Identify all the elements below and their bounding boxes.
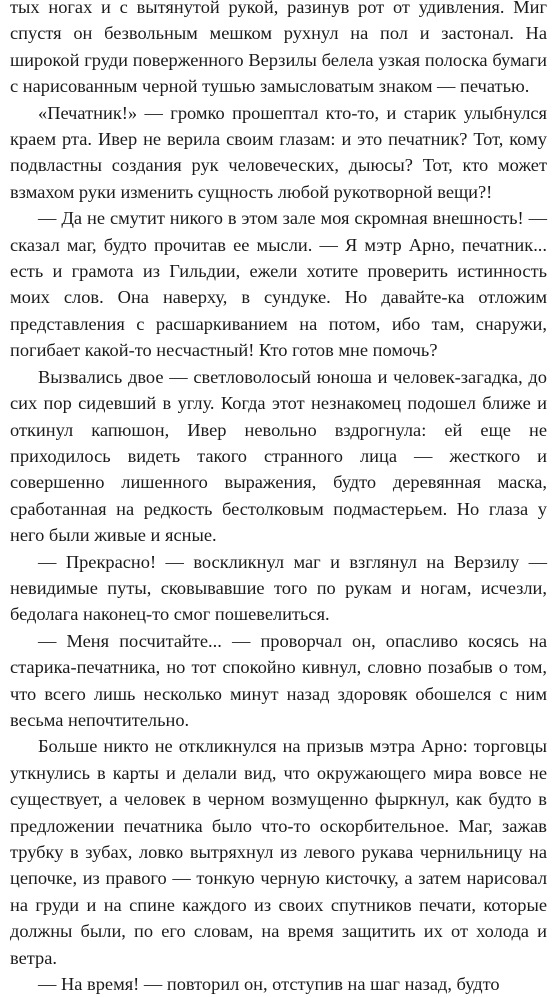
paragraph: Вызвались двое — светловолосый юноша и человек-загадка, до сих пор сидевший в углу. Когда этот незнакомец подошел ближе и откинул капюшон, Ивер невольно вздрогнула: ей еще не приходилось видеть такого странного лица — жесткого и совершенно лишенного выражения, будто деревянная маска, сработанная на редкость бестолковым подмастерьем. Но глаза у него были живые и ясные. [10, 366, 547, 546]
paragraph: тых ногах и с вытянутой рукой, разинув рот от удивления. Миг спустя он безвольным мешком рухнул на пол и застонал. На широкой груди поверженного Верзилы белела узкая полоска бумаги с нарисованным черной тушью замысловатым знаком — печатью. [10, 0, 547, 97]
page-text [10, 0, 547, 997]
paragraph: — На время! — повторил он, отступив на шаг назад, будто [38, 974, 500, 995]
paragraph: — Прекрасно! — воскликнул маг и взглянул на Верзилу — невидимые путы, сковывавшие того по рукам и ногам, исчезли, бедолага наконец-то смог пошевелиться. [10, 551, 547, 625]
paragraph: — Меня посчитайте... — проворчал он, опасливо косясь на старика-печатника, но тот спокойно кивнул, словно позабыв о том, что всего лишь несколько минут назад здоровяк обошелся с ним весьма непочтительно. [10, 630, 547, 730]
paragraph: «Печатник!» — громко прошептал кто-то, и старик улыбнулся краем рта. Ивер не верила своим глазам: и это печатник? Тот, кому подвластны создания рук человеческих, дыюсы? Тот, кто может взмахом руки изменить сущность любой рукотворной вещи?! [10, 102, 547, 202]
paragraph: — Да не смутит никого в этом зале моя скромная внешность! — сказал маг, будто прочитав ее мысли. — Я мэтр Арно, печатник... есть и грамота из Гильдии, ежели хотите проверить истинность моих слов. Она наверху, в сундуке. Но давайте-ка отложим представления с расшаркиванием на потом, ибо там, снаружи, погибает какой-то несчастный! Кто готов мне помочь? [10, 208, 547, 361]
paragraph: Больше никто не откликнулся на призыв мэтра Арно: торговцы уткнулись в карты и делали вид, что окружающего мира вовсе не существует, а человек в черном возмущенно фыркнул, как будто в предложении печатника было что-то оскорбительное. Маг, зажав трубку в зубах, ловко вытряхнул из левого рукава чернильницу на цепочке, из правого — тонкую черную кисточку, а затем нарисовал на груди и на спине каждого из своих спутников печати, которые должны были, по его словам, на время защитить их от холода и ветра. [10, 736, 547, 968]
